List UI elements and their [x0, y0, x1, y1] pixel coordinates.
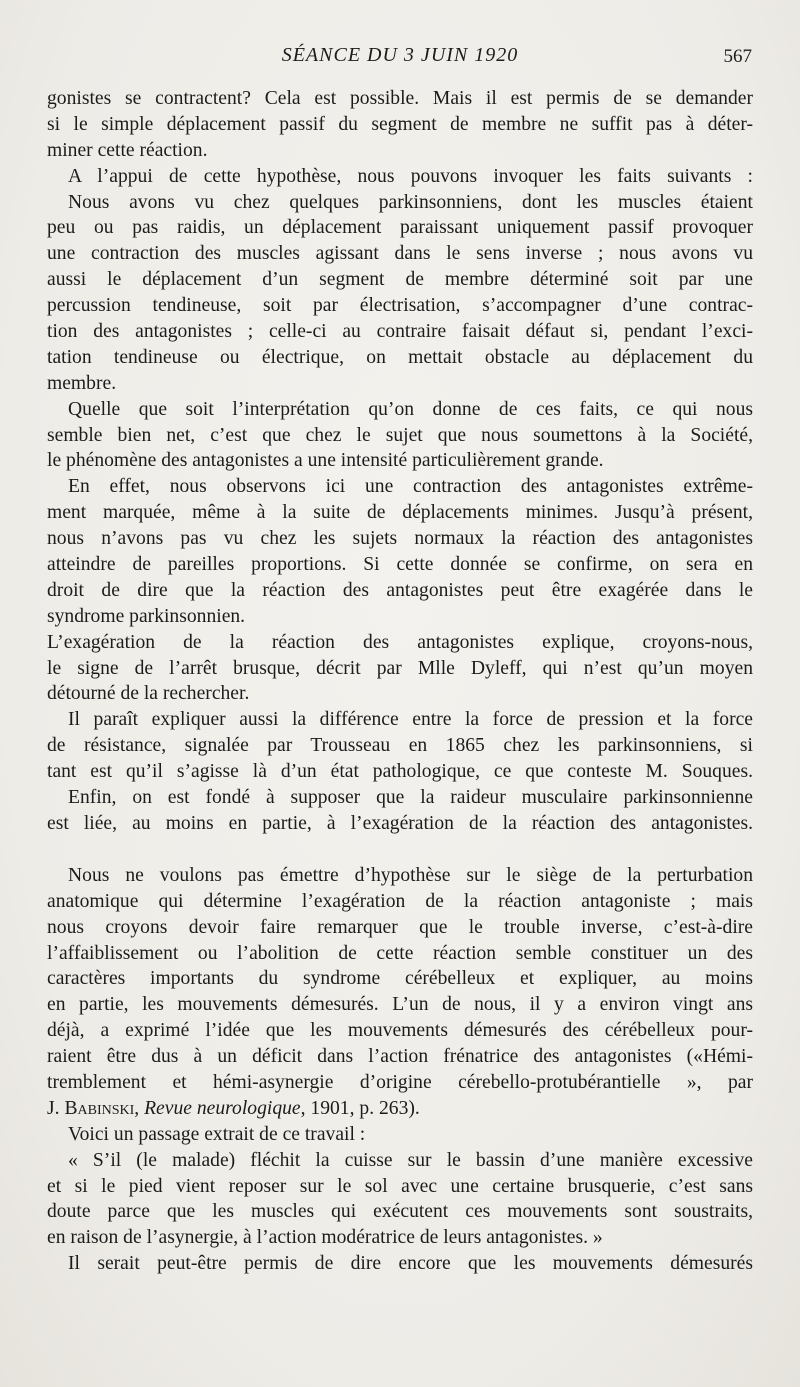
text-line: Nous ne voulons pas émettre d’hypothèse sur le siège de la perturbation	[68, 864, 753, 886]
text-line: L’exagération de la réaction des antagonistes explique, croyons-nous,	[47, 631, 753, 653]
running-head	[48, 44, 752, 74]
text-line: peu ou pas raidis, un déplacement paraissant uniquement passif provoquer	[47, 217, 753, 239]
text-line: une contraction des muscles agissant dans le sens inverse ; nous avons vu	[47, 243, 753, 265]
text-line: Il paraît expliquer aussi la différence entre la force de pression et la force	[68, 709, 753, 731]
text-line: membre.	[47, 372, 117, 394]
text-line: nous croyons devoir faire remarquer que le trouble inverse, c’est-à-dire	[47, 916, 753, 938]
text-line: en partie, les mouvements démesurés. L’un de nous, il y a environ vingt ans	[47, 994, 753, 1016]
text-line: déjà, a exprimé l’idée que les mouvements démesurés des cérébelleux pour-	[47, 1020, 753, 1042]
text-fragment: ,	[134, 1097, 145, 1119]
text-line: A l’appui de cette hypothèse, nous pouvons invoquer les faits suivants :	[68, 165, 753, 187]
text-line: caractères importants du syndrome cérébelleux et expliquer, au moins	[47, 968, 753, 990]
text-fragment: Revue neurologique	[144, 1097, 301, 1119]
text-line: aussi le déplacement d’un segment de membre déterminé soit par une	[47, 269, 753, 291]
text-line: Enfin, on est fondé à supposer que la raideur musculaire parkinsonnienne	[68, 787, 753, 809]
text-line: droit de dire que la réaction des antagonistes peut être exagérée dans le	[47, 579, 753, 601]
text-fragment: , 1901, p. 263).	[300, 1097, 420, 1119]
text-line: et si le pied vient reposer sur le sol avec une certaine brusquerie, c’est sans	[47, 1175, 753, 1197]
text-line	[47, 1096, 753, 1122]
text-line: En effet, nous observons ici une contraction des antagonistes extrême-	[68, 476, 753, 498]
text-line: de résistance, signalée par Trousseau en 1865 chez les parkinsonniens, si	[47, 735, 753, 757]
section-break	[47, 837, 753, 863]
text-line: raient être dus à un déficit dans l’action frénatrice des antagonistes («Hémi-	[47, 1046, 753, 1068]
running-title: SÉANCE DU 3 JUIN 1920	[281, 44, 519, 66]
text-line: en raison de l’asynergie, à l’action modératrice de leurs antagonistes. »	[47, 1227, 603, 1249]
text-line: miner cette réaction.	[47, 139, 208, 161]
text-line: anatomique qui détermine l’exagération de la réaction antagoniste ; mais	[47, 890, 753, 912]
text-fragment: J.	[47, 1097, 65, 1119]
text-line: doute parce que les muscles qui exécutent ces mouvements sont soustraits,	[47, 1201, 753, 1223]
text-line: le signe de l’arrêt brusque, décrit par Mlle Dyleff, qui n’est qu’un moyen	[47, 657, 753, 679]
text-line: tation tendineuse ou électrique, on mettait obstacle au déplacement du	[47, 346, 753, 368]
text-line: Nous avons vu chez quelques parkinsonniens, dont les muscles étaient	[68, 191, 753, 213]
text-line: l’affaiblissement ou l’abolition de cette réaction semble constituer un des	[47, 942, 753, 964]
text-line: est liée, au moins en partie, à l’exagération de la réaction des antagonistes.	[47, 812, 753, 834]
text-line: le phénomène des antagonistes a une intensité particulièrement grande.	[47, 450, 604, 472]
text-line: détourné de la rechercher.	[47, 683, 250, 705]
text-line: atteindre de pareilles proportions. Si cette donnée se confirme, on sera en	[47, 554, 753, 576]
text-line: ment marquée, même à la suite de déplacements minimes. Jusqu’à présent,	[47, 502, 753, 524]
text-line: tion des antagonistes ; celle-ci au contraire faisait défaut si, pendant l’exci-	[47, 321, 753, 343]
page-number: 567	[723, 46, 752, 67]
text-line: percussion tendineuse, soit par électrisation, s’accompagner d’une contrac-	[47, 295, 753, 317]
text-line: « S’il (le malade) fléchit la cuisse sur le bassin d’une manière excessive	[68, 1149, 753, 1171]
text-line: Il serait peut-être permis de dire encore que les mouvements démesurés	[68, 1253, 753, 1275]
text-line: nous n’avons pas vu chez les sujets normaux la réaction des antagonistes	[47, 528, 753, 550]
text-line: gonistes se contractent? Cela est possible. Mais il est permis de se demander	[47, 88, 753, 109]
text-line: si le simple déplacement passif du segment de membre ne suffit pas à déter-	[47, 113, 753, 135]
text-line: Voici un passage extrait de ce travail :	[68, 1123, 366, 1145]
text-line: Quelle que soit l’interprétation qu’on donne de ces faits, ce qui nous	[68, 398, 753, 420]
text-line: syndrome parkinsonnien.	[47, 605, 246, 627]
body-text	[47, 86, 753, 1277]
text-line: semble bien net, c’est que chez le sujet que nous soumettons à la Société,	[47, 424, 753, 446]
text-fragment: Babinski	[64, 1097, 135, 1119]
text-line: tant est qu’il s’agisse là d’un état pathologique, ce que conteste M. Souques.	[47, 761, 753, 783]
text-line: tremblement et hémi-asynergie d’origine cérebello-protubérantielle », par	[47, 1071, 753, 1093]
